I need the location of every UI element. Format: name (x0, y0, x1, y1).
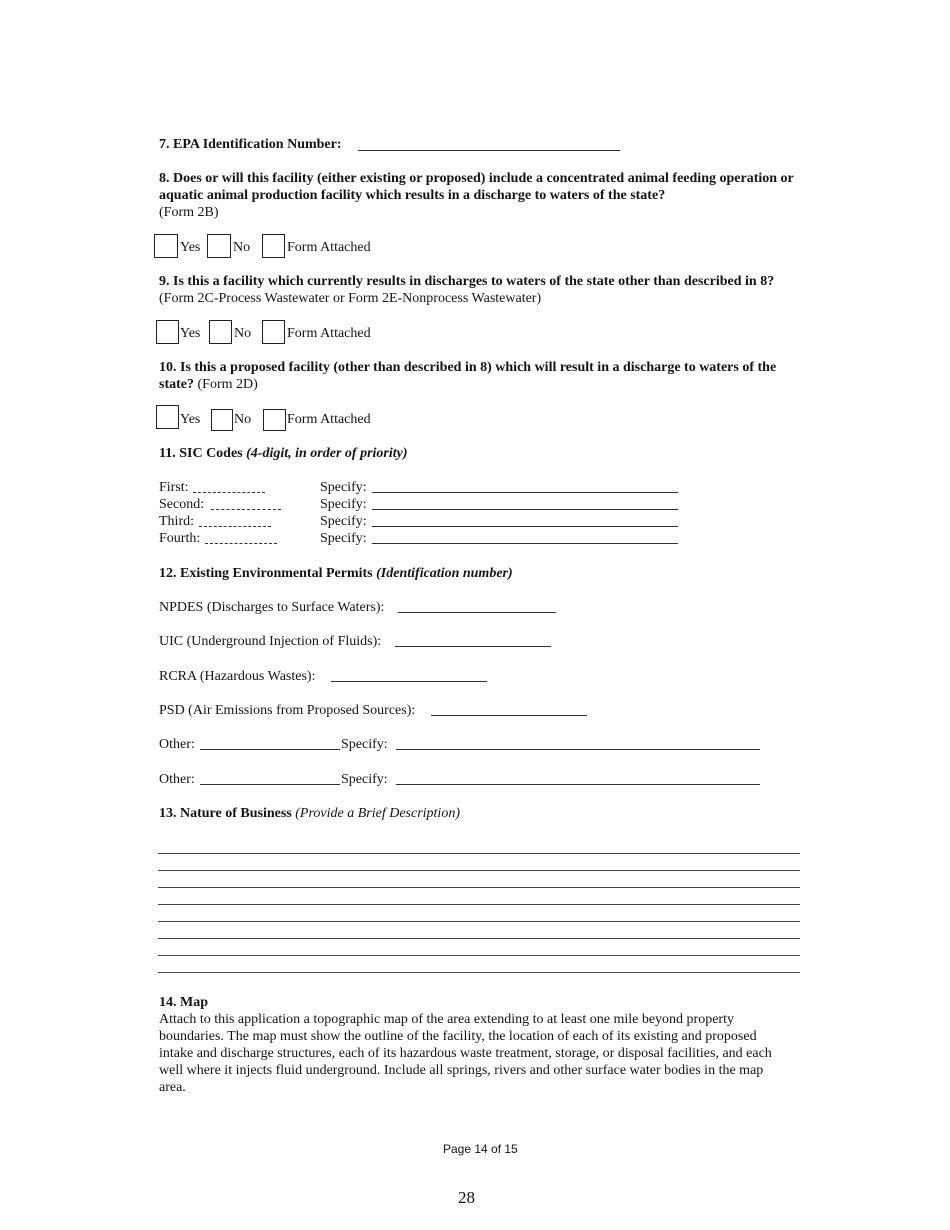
permits-heading: 12. Existing Environmental Permits (Identification number) (159, 566, 513, 581)
q9-yes-label: Yes (180, 326, 201, 341)
sic-fourth-specify-label: Specify: (320, 531, 367, 546)
rcra-field[interactable] (331, 669, 487, 682)
q8-question: 8. Does or will this facility (either existing or proposed) include a concentrated animal feeding operation or aquatic animal production facility which results in a discharge to waters of the state? (Form 2B) (159, 171, 794, 220)
other1-specify-field[interactable] (396, 737, 760, 750)
q8-attached-label: Form Attached (287, 240, 371, 255)
npdes-label: NPDES (Discharges to Surface Waters): (159, 600, 385, 615)
q8-yes-label: Yes (180, 240, 201, 255)
business-line (158, 853, 800, 854)
other1-label: Other: (159, 737, 195, 752)
npdes-field[interactable] (398, 600, 556, 613)
q8-attached-checkbox[interactable] (262, 234, 285, 258)
q9-attached-label: Form Attached (287, 326, 371, 341)
q10-attached-checkbox[interactable] (263, 409, 286, 431)
q9-no-checkbox[interactable] (209, 320, 232, 344)
business-line (158, 938, 800, 939)
other2-specify-label: Specify: (341, 772, 388, 787)
rcra-label: RCRA (Hazardous Wastes): (159, 669, 316, 684)
q10-question: 10. Is this a proposed facility (other than described in 8) which will result in a discharge to waters of the state? (Form 2D) (159, 360, 777, 392)
sic-first-label: First: (159, 480, 189, 495)
map-instructions: Attach to this application a topographic map of the area extending to at least one mile beyond property boundaries. The map must show the outline of the facility, the location of each of its existing and proposed intake and discharge structures, each of its hazardous waste treatment, storage, or disposal facilities, and each well where it injects fluid underground. Include all springs, rivers and other surface water bodies in the map area. (159, 1012, 772, 1095)
page-of-label: Page 14 of 15 (443, 1142, 518, 1156)
q10-attached-label: Form Attached (287, 412, 371, 427)
q10-yes-label: Yes (180, 412, 201, 427)
sic-second-field[interactable] (211, 497, 281, 510)
map-heading: 14. Map (159, 995, 208, 1010)
other1-specify-label: Specify: (341, 737, 388, 752)
sic-heading: 11. SIC Codes (4-digit, in order of priority) (159, 446, 408, 461)
business-line (158, 921, 800, 922)
sic-fourth-field[interactable] (205, 531, 277, 544)
uic-field[interactable] (395, 634, 551, 647)
sic-fourth-specify-field[interactable] (372, 531, 678, 544)
uic-label: UIC (Underground Injection of Fluids): (159, 634, 382, 649)
sic-fourth-label: Fourth: (159, 531, 201, 546)
sic-third-specify-field[interactable] (372, 514, 678, 527)
other2-label: Other: (159, 772, 195, 787)
business-line (158, 887, 800, 888)
business-line (158, 955, 800, 956)
sic-second-specify-label: Specify: (320, 497, 367, 512)
q9-yes-checkbox[interactable] (156, 320, 179, 344)
sic-third-field[interactable] (199, 514, 271, 527)
q10-no-label: No (234, 412, 252, 427)
other2-specify-field[interactable] (396, 772, 760, 785)
business-heading: 13. Nature of Business (Provide a Brief Description) (159, 806, 460, 821)
page-number: 28 (458, 1188, 475, 1207)
psd-label: PSD (Air Emissions from Proposed Sources): (159, 703, 416, 718)
epa-id-label: 7. EPA Identification Number: (159, 137, 342, 152)
sic-third-specify-label: Specify: (320, 514, 367, 529)
q9-attached-checkbox[interactable] (262, 320, 285, 344)
q10-yes-checkbox[interactable] (156, 405, 179, 429)
q8-no-checkbox[interactable] (207, 234, 231, 258)
business-line (158, 904, 800, 905)
epa-id-field[interactable] (358, 136, 620, 151)
other1-field[interactable] (200, 737, 340, 750)
sic-second-specify-field[interactable] (372, 497, 678, 510)
q8-yes-checkbox[interactable] (154, 234, 178, 258)
other2-field[interactable] (200, 772, 340, 785)
sic-first-field[interactable] (193, 480, 265, 493)
sic-second-label: Second: (159, 497, 205, 512)
sic-first-specify-label: Specify: (320, 480, 367, 495)
q8-no-label: No (233, 240, 251, 255)
q9-no-label: No (234, 326, 252, 341)
psd-field[interactable] (431, 703, 587, 716)
q10-no-checkbox[interactable] (211, 409, 233, 431)
business-line (158, 870, 800, 871)
sic-third-label: Third: (159, 514, 194, 529)
q9-question: 9. Is this a facility which currently results in discharges to waters of the state other than described in 8? (Form 2C-Process Wastewater or Form 2E-Nonprocess Wastewater) (159, 274, 775, 306)
sic-first-specify-field[interactable] (372, 480, 678, 493)
business-line (158, 972, 800, 973)
